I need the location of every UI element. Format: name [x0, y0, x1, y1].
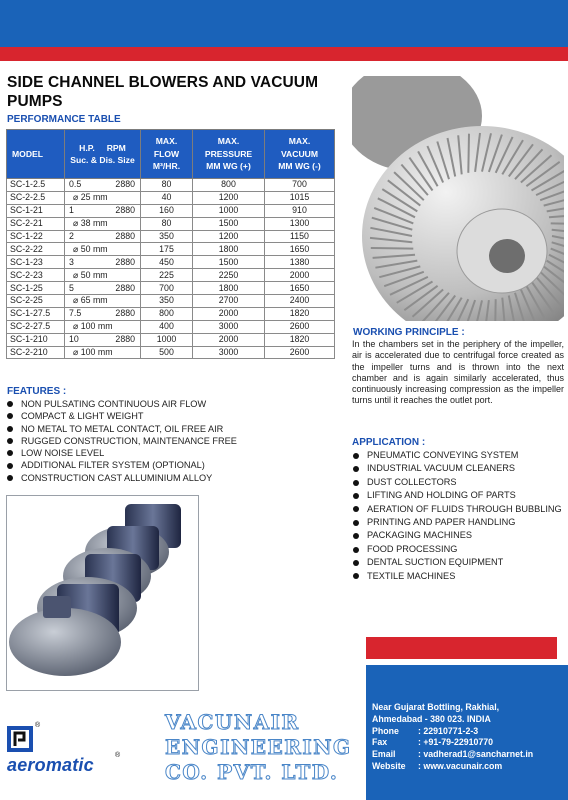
- application-item: [353, 503, 565, 516]
- company-name-line-3: CO. PVT. LTD.: [165, 760, 339, 784]
- table-row: [7, 269, 335, 282]
- model-cell: SC-1-210: [7, 333, 65, 346]
- bullet-icon: [353, 573, 359, 579]
- flow-cell: 350: [141, 295, 193, 308]
- feature-item-text: LOW NOISE LEVEL: [21, 448, 105, 459]
- vacuum-cell: 1650: [265, 282, 335, 295]
- flow-cell: 1000: [141, 333, 193, 346]
- hp-value: 5: [69, 282, 74, 293]
- flow-cell: 350: [141, 230, 193, 243]
- hp-rpm-cell: [65, 217, 141, 230]
- performance-table-body: [7, 179, 335, 359]
- application-item-text: AERATION OF FLUIDS THROUGH BUBBLING: [367, 503, 562, 514]
- model-cell: SC-1-25: [7, 282, 65, 295]
- application-item: [353, 476, 565, 489]
- table-row: [7, 230, 335, 243]
- feature-item-text: RUGGED CONSTRUCTION, MAINTENANCE FREE: [21, 435, 237, 446]
- email-value[interactable]: : vadherad1@sancharnet.in: [418, 749, 534, 760]
- top-red-stripe: [0, 47, 568, 61]
- header-pressure-line3: MM WG (+): [206, 161, 251, 172]
- header-vacuum: [265, 130, 335, 179]
- pressure-cell: 1500: [193, 256, 265, 269]
- header-vacuum-line2: VACUUM: [280, 148, 319, 159]
- hp-rpm-cell: [65, 333, 141, 346]
- flow-cell: 450: [141, 256, 193, 269]
- fax-row: [372, 737, 562, 749]
- bullet-icon: [353, 560, 359, 566]
- header-model: MODEL: [7, 130, 65, 179]
- brand-wordmark: aeromatic: [7, 755, 94, 775]
- address-line-1: Near Gujarat Bottling, Rakhial,: [372, 702, 500, 712]
- contact-red-bar: [366, 637, 557, 659]
- application-item: [353, 570, 565, 583]
- hp-value: 3: [69, 256, 74, 267]
- size-value: ⌀ 65 mm: [73, 295, 108, 306]
- performance-table: [6, 129, 335, 359]
- website-value[interactable]: : www.vacunair.com: [418, 760, 503, 771]
- pressure-cell: 1800: [193, 282, 265, 295]
- flow-cell: 400: [141, 320, 193, 333]
- application-title: APPLICATION :: [352, 437, 426, 448]
- table-row: [7, 243, 335, 256]
- pressure-cell: 3000: [193, 320, 265, 333]
- model-cell: SC-2-2.5: [7, 191, 65, 204]
- vacuum-cell: 2600: [265, 346, 335, 359]
- impeller-blade: [468, 134, 469, 173]
- bullet-icon: [7, 463, 13, 469]
- application-item-text: DENTAL SUCTION EQUIPMENT: [367, 557, 504, 568]
- aeromatic-logo-icon: [7, 726, 33, 752]
- bullet-icon: [353, 466, 359, 472]
- rpm-value: 2880: [115, 282, 135, 293]
- bullet-icon: [353, 547, 359, 553]
- feature-item-text: NON PULSATING CONTINUOUS AIR FLOW: [21, 399, 207, 409]
- header-vacuum-line3: MM WG (-): [278, 161, 321, 172]
- table-row: [7, 179, 335, 192]
- rpm-value: 2880: [115, 256, 135, 267]
- feature-item: [7, 447, 342, 459]
- hp-rpm-cell: [65, 282, 141, 295]
- application-item-text: INDUSTRIAL VACUUM CLEANERS: [367, 463, 516, 474]
- feature-item: [7, 423, 342, 435]
- application-item: [353, 449, 565, 462]
- application-item: [353, 556, 565, 569]
- header-pressure-line2: PRESSURE: [204, 148, 253, 159]
- table-row: [7, 217, 335, 230]
- model-cell: SC-1-23: [7, 256, 65, 269]
- vacuum-cell: 1650: [265, 243, 335, 256]
- brand-registered-mark: ®: [115, 752, 121, 759]
- size-value: ⌀ 100 mm: [73, 347, 113, 358]
- application-item-text: TEXTILE MACHINES: [367, 570, 456, 581]
- working-principle-text: In the chambers set in the periphery of the impeller, air is accelerated due to centrifugal force created as the impeller turns and is thrown into the next chamber and is again similarly accelerated, thus continuously increasing compression as the impeller turns until it reaches the outlet port.: [352, 339, 564, 406]
- impeller-photo: [352, 76, 564, 321]
- bullet-icon: [7, 426, 13, 432]
- feature-item-text: CONSTRUCTION CAST ALLUMINIUM ALLOY: [21, 472, 213, 483]
- rpm-value: 2880: [115, 205, 135, 216]
- hp-rpm-cell: [65, 243, 141, 256]
- email-row: [372, 749, 562, 761]
- flow-cell: 80: [141, 179, 193, 192]
- header-flow: [141, 130, 193, 179]
- model-cell: SC-2-210: [7, 346, 65, 359]
- model-cell: SC-2-27.5: [7, 320, 65, 333]
- header-hp-line1: H.P. RPM: [79, 142, 126, 153]
- application-item: [353, 543, 565, 556]
- header-flow-line3: M³/HR.: [152, 161, 181, 172]
- application-item: [353, 516, 565, 529]
- bullet-icon: [7, 438, 13, 444]
- application-item: [353, 462, 565, 475]
- bullet-icon: [7, 450, 13, 456]
- address-line-2: Ahmedabad - 380 023. INDIA: [372, 713, 491, 724]
- table-header-row: [7, 130, 335, 179]
- pressure-cell: 800: [193, 179, 265, 192]
- pressure-cell: 2000: [193, 307, 265, 320]
- contact-info: [372, 702, 562, 773]
- rpm-value: 2880: [115, 231, 135, 241]
- hp-rpm-cell: [65, 307, 141, 320]
- flow-cell: 500: [141, 346, 193, 359]
- features-title: FEATURES :: [7, 386, 67, 397]
- flow-cell: 175: [141, 243, 193, 256]
- vacuum-cell: 1015: [265, 191, 335, 204]
- hp-rpm-cell: [65, 204, 141, 217]
- pressure-cell: 1200: [193, 191, 265, 204]
- table-row: [7, 191, 335, 204]
- hp-rpm-cell: [65, 269, 141, 282]
- vacuum-cell: 1820: [265, 333, 335, 346]
- feature-item-text: NO METAL TO METAL CONTACT, OIL FREE AIR: [21, 423, 224, 434]
- impeller-blade: [495, 299, 496, 321]
- blowers-photo: [6, 495, 199, 691]
- bullet-icon: [353, 493, 359, 499]
- header-flow-line2: FLOW: [153, 148, 180, 159]
- bullet-icon: [353, 533, 359, 539]
- feature-item-text: COMPACT & LIGHT WEIGHT: [21, 411, 144, 422]
- bullet-icon: [353, 520, 359, 526]
- vacuum-cell: 1380: [265, 256, 335, 269]
- hp-value: 7.5: [69, 308, 82, 319]
- hp-rpm-cell: [65, 346, 141, 359]
- impeller-blade: [551, 223, 564, 224]
- application-item-text: DUST COLLECTORS: [367, 476, 457, 487]
- header-hp-line2: Suc. & Dis. Size: [70, 155, 135, 165]
- feature-item: [7, 472, 342, 484]
- application-item: [353, 529, 565, 542]
- working-principle-title: WORKING PRINCIPLE :: [353, 327, 465, 338]
- impeller-illustration: [352, 76, 564, 321]
- feature-item: [7, 435, 342, 447]
- rpm-value: 2880: [115, 179, 135, 190]
- vacuum-cell: 700: [265, 179, 335, 192]
- logo-registered-mark: ®: [35, 722, 41, 729]
- phone-row: [372, 726, 562, 738]
- hp-value: 2: [69, 231, 74, 241]
- flow-cell: 160: [141, 204, 193, 217]
- hp-rpm-cell: [65, 320, 141, 333]
- table-row: [7, 346, 335, 359]
- phone-label: Phone: [372, 725, 399, 736]
- rpm-value: 2880: [115, 308, 135, 319]
- pressure-cell: 1500: [193, 217, 265, 230]
- model-cell: SC-1-2.5: [7, 179, 65, 192]
- application-item-text: PACKAGING MACHINES: [367, 530, 472, 541]
- vacuum-cell: 2000: [265, 269, 335, 282]
- rpm-value: 2880: [115, 334, 135, 345]
- hp-value: 10: [69, 334, 79, 345]
- header-hp-rpm: [65, 130, 141, 179]
- model-cell: SC-1-21: [7, 204, 65, 217]
- size-value: ⌀ 100 mm: [73, 321, 113, 332]
- vacuum-cell: 2400: [265, 295, 335, 308]
- model-cell: SC-1-22: [7, 230, 65, 243]
- top-blue-band: [0, 0, 568, 47]
- website-label: Website: [372, 760, 406, 771]
- flow-cell: 225: [141, 269, 193, 282]
- pressure-cell: 1200: [193, 230, 265, 243]
- vacuum-cell: 1150: [265, 230, 335, 243]
- table-row: [7, 282, 335, 295]
- table-row: [7, 320, 335, 333]
- pressure-cell: 3000: [193, 346, 265, 359]
- flow-cell: 80: [141, 217, 193, 230]
- website-row: [372, 761, 562, 773]
- features-list: [7, 398, 342, 484]
- vacuum-cell: 2600: [265, 320, 335, 333]
- application-list: [353, 449, 565, 583]
- pressure-cell: 1800: [193, 243, 265, 256]
- bullet-icon: [353, 480, 359, 486]
- hp-rpm-cell: [65, 295, 141, 308]
- application-item-text: LIFTING AND HOLDING OF PARTS: [367, 490, 516, 501]
- vacuum-cell: 1820: [265, 307, 335, 320]
- header-flow-line1: MAX.: [155, 136, 178, 147]
- feature-item-text: ADDITIONAL FILTER SYSTEM (OPTIONAL): [21, 460, 205, 471]
- hp-value: 1: [69, 205, 74, 216]
- impeller-blade: [371, 248, 414, 249]
- table-row: [7, 307, 335, 320]
- bullet-icon: [7, 475, 13, 481]
- application-item: [353, 489, 565, 502]
- application-item-text: PNEUMATIC CONVEYING SYSTEM: [367, 450, 519, 460]
- company-name-line-2: ENGINEERING: [165, 735, 352, 759]
- header-pressure: [193, 130, 265, 179]
- model-cell: SC-2-21: [7, 217, 65, 230]
- header-pressure-line1: MAX.: [217, 136, 240, 147]
- bullet-icon: [353, 453, 359, 459]
- table-row: [7, 295, 335, 308]
- hp-rpm-cell: [65, 179, 141, 192]
- flow-cell: 40: [141, 191, 193, 204]
- table-row: [7, 256, 335, 269]
- pressure-cell: 2250: [193, 269, 265, 282]
- page-title: SIDE CHANNEL BLOWERS AND VACUUM PUMPS: [7, 74, 319, 110]
- application-item-text: FOOD PROCESSING: [367, 543, 458, 554]
- model-cell: SC-2-23: [7, 269, 65, 282]
- company-name-line-1: VACUNAIR: [165, 710, 300, 734]
- performance-table-title: PERFORMANCE TABLE: [7, 114, 121, 125]
- table-row: [7, 333, 335, 346]
- feature-item: [7, 398, 342, 410]
- pressure-cell: 2000: [193, 333, 265, 346]
- size-value: ⌀ 50 mm: [73, 269, 108, 280]
- bullet-icon: [7, 413, 13, 419]
- application-item-text: PRINTING AND PAPER HANDLING: [367, 517, 516, 528]
- model-cell: SC-1-27.5: [7, 307, 65, 320]
- vacuum-cell: 910: [265, 204, 335, 217]
- flow-cell: 800: [141, 307, 193, 320]
- bullet-icon: [7, 401, 13, 407]
- fax-value: : +91-79-22910770: [418, 737, 494, 748]
- hp-rpm-cell: [65, 191, 141, 204]
- model-cell: SC-2-22: [7, 243, 65, 256]
- table-row: [7, 204, 335, 217]
- size-value: ⌀ 50 mm: [73, 243, 108, 254]
- email-label: Email: [372, 749, 396, 760]
- model-cell: SC-2-25: [7, 295, 65, 308]
- hp-rpm-cell: [65, 256, 141, 269]
- company-name: [165, 710, 365, 785]
- feature-item: [7, 459, 342, 471]
- phone-value: : 22910771-2-3: [418, 725, 479, 736]
- flow-cell: 700: [141, 282, 193, 295]
- hp-value: 0.5: [69, 179, 82, 190]
- blowers-illustration: [7, 496, 199, 691]
- pressure-cell: 1000: [193, 204, 265, 217]
- fax-label: Fax: [372, 737, 388, 748]
- size-value: ⌀ 38 mm: [73, 218, 108, 229]
- feature-item: [7, 410, 342, 422]
- vacuum-cell: 1300: [265, 217, 335, 230]
- bullet-icon: [353, 506, 359, 512]
- header-vacuum-line1: MAX.: [288, 136, 311, 147]
- hp-rpm-cell: [65, 230, 141, 243]
- size-value: ⌀ 25 mm: [73, 192, 108, 203]
- pressure-cell: 2700: [193, 295, 265, 308]
